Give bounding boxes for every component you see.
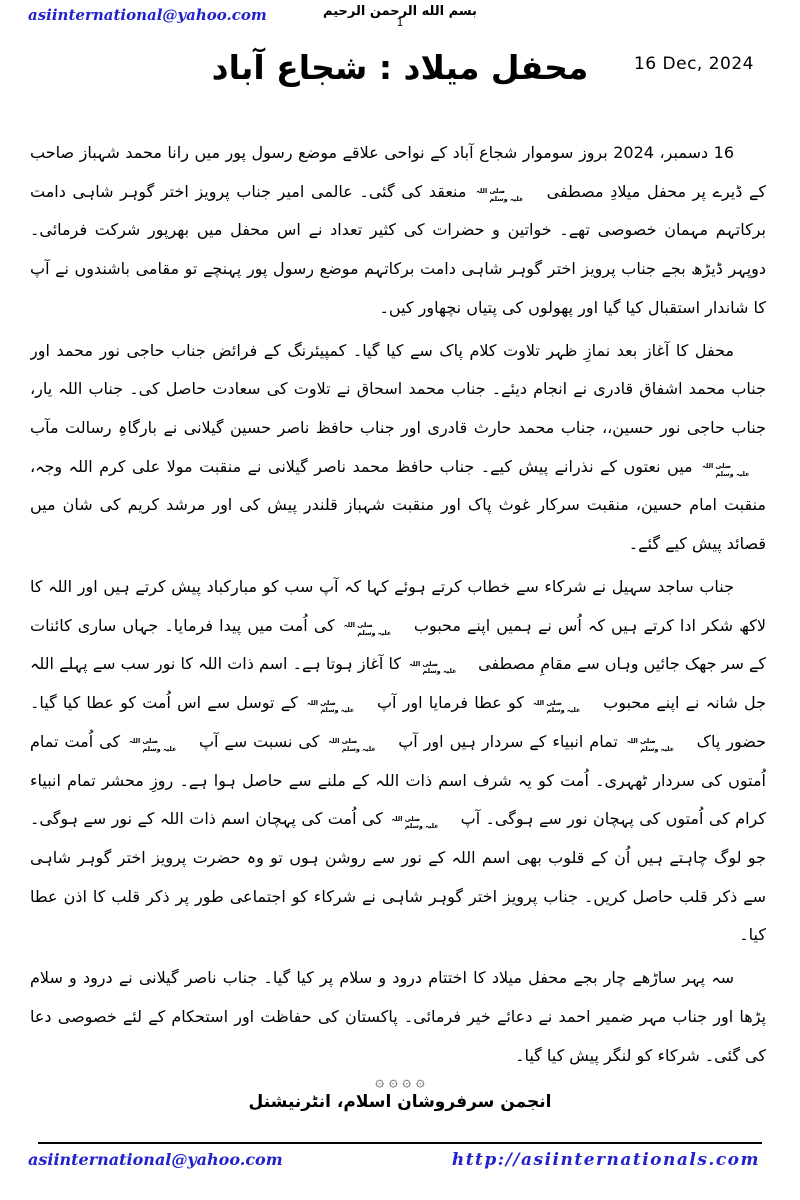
pbuh-mark: صلی اللہ علیہ وسلم [391,814,439,831]
pbuh-mark: صلی اللہ علیہ وسلم [343,621,392,637]
footer-website-link[interactable]: http://asiinternationals.com [451,1150,760,1170]
pbuh-mark: صلی اللہ علیہ وسلم [626,737,675,753]
title-row [0,48,800,126]
paragraph-1: 16 دسمبر، 2024 بروز سوموار شجاع آباد کے نواحی علاقے موضع رسول پور میں رانا محمد شہباز صاحب کے ڈیرے پر محفل میلادِ مصطفی صلی اللہ علیہ وسلم منعقد کی گئی۔ عالمی امیر جناب پرویز اختر گوہر شاہی دامت برکاتہم مہمان خصوصی تھے۔ خواتین و حضرات کی کثیر تعداد نے اس محفل میں بھرپور شرکت فرمائی۔ دوپہر ڈیڑھ بجے جناب پرویز اختر گوہر شاہی دامت برکاتہم موضع رسول پور پہنچے تو مقامی باشندوں نے آپ کا شاندار استقبال کیا گیا اور پھولوں کی پتیاں نچھاور کیں۔ [30,143,766,317]
pbuh-mark: صلی اللہ علیہ وسلم [533,698,581,715]
pbuh-mark: صلی اللہ علیہ وسلم [328,737,376,753]
page-number: 1 [396,16,404,29]
paragraph-2: محفل کا آغاز بعد نمازِ ظہر تلاوت کلام پاک سے کیا گیا۔ کمپیئرنگ کے فرائض جناب حاجی نور محمد اور جناب محمد اشفاق قادری نے انجام دیئے۔ جناب محمد اسحاق نے تلاوت کی سعادت حاصل کی۔ جناب اللہ یار، جناب حاجی نور حسین،، جناب محمد حارث قادری اور جناب حافظ ناصر حسین گیلانی نے بارگاہِ رسالت مآب صلی اللہ علیہ وسلم میں نعتوں کے نذرانے پیش کیے۔ جناب حافظ محمد ناصر گیلانی نے منقبت مولا علی کرم اللہ وجہ، منقبت امام حسین، منقبت سرکار غوث پاک اور منقبت شہباز قلندر پیش کی اور مرشد کریم کی شان میں قصائد پیش کیے گئے۔ [30,340,766,554]
article-body [30,134,766,1070]
bismillah-block [0,4,800,29]
footer-email-link[interactable]: asiinternational@yahoo.com [28,1150,283,1169]
pbuh-mark: صلی اللہ علیہ وسلم [476,187,524,203]
pbuh-mark: صلی اللہ علیہ وسلم [702,462,750,478]
pbuh-mark: صلی اللہ علیہ وسلم [129,737,177,753]
header-row [0,0,800,44]
paragraph-3: جناب ساجد سہیل نے شرکاء سے خطاب کرتے ہوئے کہا کہ آپ سب کو مبارکباد پیش کرتے ہیں اور اللہ کا لاکھ شکر ادا کرتے ہیں کہ اُس نے ہمیں اپنے محبوب صلی اللہ علیہ وسلم کی اُمت میں پیدا فرمایا۔ جہاں ساری کائنات کے سر جھک جائیں وہاں سے مقامِ مصطفی صلی اللہ علیہ وسلم کا آغاز ہوتا ہے۔ اسم ذات اللہ کا نور سب سے پہلے اللہ جل شانہ نے اپنے محبوب صلی اللہ علیہ وسلم کو عطا فرمایا اور آپ صلی اللہ علیہ وسلم کے توسل سے اس اُمت کو عطا کیا گیا۔ حضور پاک صلی اللہ علیہ وسلم تمام انبیاء کے سردار ہیں اور آپ صلی اللہ علیہ وسلم کی نسبت سے آپ صلی اللہ علیہ وسلم کی اُمت تمام اُمتوں کی سردار ٹھہری۔ اُمت کو یہ شرف اسم ذات اللہ کے ملنے سے حاصل ہوا ہے۔ روزِ محشر تمام انبیاء کرام کی اُمتوں کی پہچان نور سے ہوگی۔ آپ صلی اللہ علیہ وسلم کی اُمت کی پہچان اسم ذات اللہ کے نور سے ہوگی۔ جو لوگ چاہتے ہیں اُن کے قلوب بھی اسم اللہ کے نور سے روشن ہوں تو وہ حضرت پرویز اختر گوہر شاہی سے ذکر قلب حاصل کریں۔ جناب پرویز اختر گوہر شاہی نے شرکاء کو اجتماعی طور پر ذکر قلب کا اذن عطا کیا۔ [30,576,766,945]
ornament-row: ۞ ۞ ۞ ۞ [375,1072,425,1090]
pbuh-mark: صلی اللہ علیہ وسلم [306,698,355,715]
footer-block [0,1072,800,1170]
bismillah-text: بسم الله الرحمن الرحيم [323,4,477,19]
page-title: محفل میلاد : شجاع آباد [211,48,589,87]
pbuh-mark: صلی اللہ علیہ وسلم [409,659,457,676]
paragraph-4: سہ پہر ساڑھے چار بجے محفل میلاد کا اختتام درود و سلام پر کیا گیا۔ جناب ناصر گیلانی نے درود و سلام پڑھا اور جناب مہر ضمیر احمد نے دعائے خیر فرمائی۔ پاکستان کی حفاظت اور استحکام کے لئے خصوصی دعا کی گئی۔ شرکاء کو لنگر پیش کیا گیا۔ [30,968,766,1065]
organization-name: انجمن سرفروشان اسلام، انٹرنیشنل [248,1092,552,1112]
document-date: 16 Dec, 2024 [633,54,754,74]
footer-links-row [0,1144,800,1170]
header-email-link[interactable]: asiinternational@yahoo.com [28,6,267,24]
